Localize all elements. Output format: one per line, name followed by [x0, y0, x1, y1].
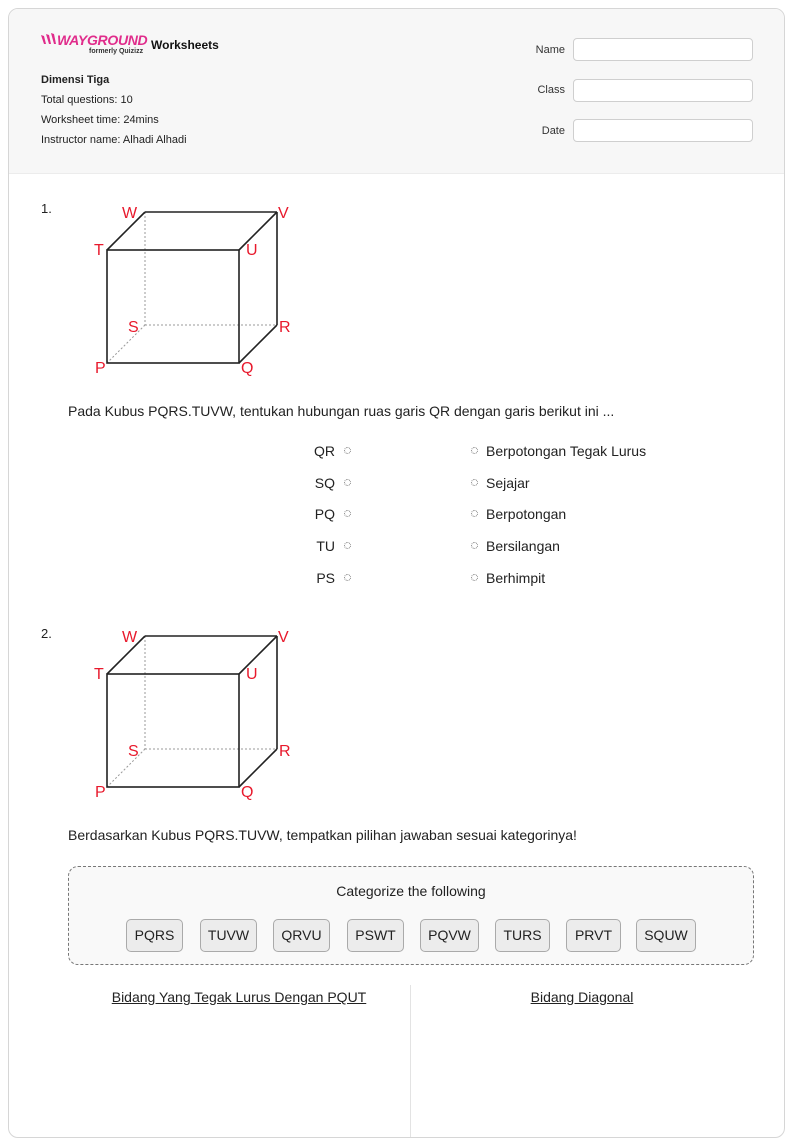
- question-number: 1.: [41, 201, 52, 216]
- vertex-label: R: [279, 319, 291, 336]
- date-field[interactable]: [573, 119, 753, 142]
- vertex-label: V: [278, 629, 289, 646]
- wayground-logo-icon: [41, 33, 57, 45]
- name-field[interactable]: [573, 38, 753, 61]
- match-left-item: PS: [316, 570, 335, 586]
- worksheet-page: [8, 8, 785, 1138]
- match-handle-icon[interactable]: [344, 574, 351, 581]
- vertex-label: S: [128, 743, 139, 760]
- vertex-label: W: [122, 205, 138, 222]
- option-chip[interactable]: PQVW: [420, 919, 479, 952]
- match-right-item: Sejajar: [486, 475, 530, 491]
- match-handle-icon[interactable]: [344, 447, 351, 454]
- vertex-label: U: [246, 666, 258, 683]
- worksheet-header: [9, 9, 784, 174]
- match-handle-icon[interactable]: [471, 447, 478, 454]
- option-chip[interactable]: TUVW: [200, 919, 257, 952]
- category-heading: Bidang Yang Tegak Lurus Dengan PQUT: [111, 989, 367, 1005]
- match-right-item: Bersilangan: [486, 538, 560, 554]
- instructor-name: Instructor name: Alhadi Alhadi: [41, 134, 187, 146]
- question-text: Pada Kubus PQRS.TUVW, tentukan hubungan ruas garis QR dengan garis berikut ini ...: [68, 403, 615, 419]
- worksheet-time: Worksheet time: 24mins: [41, 114, 159, 126]
- category-heading: Bidang Diagonal: [530, 989, 634, 1005]
- brand-name: WAYGROUND: [57, 32, 148, 48]
- question-text: Berdasarkan Kubus PQRS.TUVW, tempatkan pilihan jawaban sesuai kategorinya!: [68, 827, 577, 843]
- vertex-label: P: [95, 784, 106, 801]
- question-number: 2.: [41, 626, 52, 641]
- match-right-item: Berhimpit: [486, 570, 546, 586]
- match-handle-icon[interactable]: [471, 574, 478, 581]
- vertex-label: V: [278, 205, 289, 222]
- category-divider: [410, 985, 411, 1138]
- match-handle-icon[interactable]: [344, 542, 351, 549]
- class-field[interactable]: [573, 79, 753, 102]
- option-chip[interactable]: PSWT: [347, 919, 404, 952]
- vertex-label: T: [94, 666, 104, 683]
- match-handle-icon[interactable]: [471, 510, 478, 517]
- match-handle-icon[interactable]: [344, 510, 351, 517]
- cube-diagram: [91, 202, 307, 378]
- match-left-item: SQ: [314, 475, 335, 491]
- categorize-title: Categorize the following: [336, 883, 486, 899]
- vertex-label: T: [94, 242, 104, 259]
- categorize-box: [68, 866, 754, 965]
- total-questions: Total questions: 10: [41, 94, 133, 106]
- match-right-item: Berpotongan Tegak Lurus: [486, 443, 647, 459]
- option-chip[interactable]: QRVU: [273, 919, 330, 952]
- vertex-label: P: [95, 360, 106, 377]
- cube-diagram: [91, 626, 307, 802]
- match-handle-icon[interactable]: [344, 479, 351, 486]
- option-chip[interactable]: PQRS: [126, 919, 183, 952]
- vertex-label: R: [279, 743, 291, 760]
- vertex-label: S: [128, 319, 139, 336]
- option-chip[interactable]: SQUW: [636, 919, 696, 952]
- vertex-label: Q: [241, 360, 254, 377]
- match-left-item: PQ: [314, 506, 335, 522]
- worksheet-name: Dimensi Tiga: [41, 74, 110, 86]
- match-handle-icon[interactable]: [471, 479, 478, 486]
- brand-subtitle: formerly Quizizz: [89, 48, 144, 55]
- class-label: Class: [537, 84, 565, 96]
- match-left-item: QR: [314, 443, 335, 459]
- option-chip[interactable]: TURS: [495, 919, 550, 952]
- match-right-item: Berpotongan: [486, 506, 567, 522]
- match-handle-icon[interactable]: [471, 542, 478, 549]
- vertex-label: Q: [241, 784, 254, 801]
- date-label: Date: [541, 125, 565, 137]
- option-chip[interactable]: PRVT: [566, 919, 621, 952]
- header-title: Worksheets: [151, 38, 219, 52]
- vertex-label: U: [246, 242, 258, 259]
- match-left-item: TU: [316, 538, 335, 554]
- vertex-label: W: [122, 629, 138, 646]
- name-label: Name: [535, 44, 565, 56]
